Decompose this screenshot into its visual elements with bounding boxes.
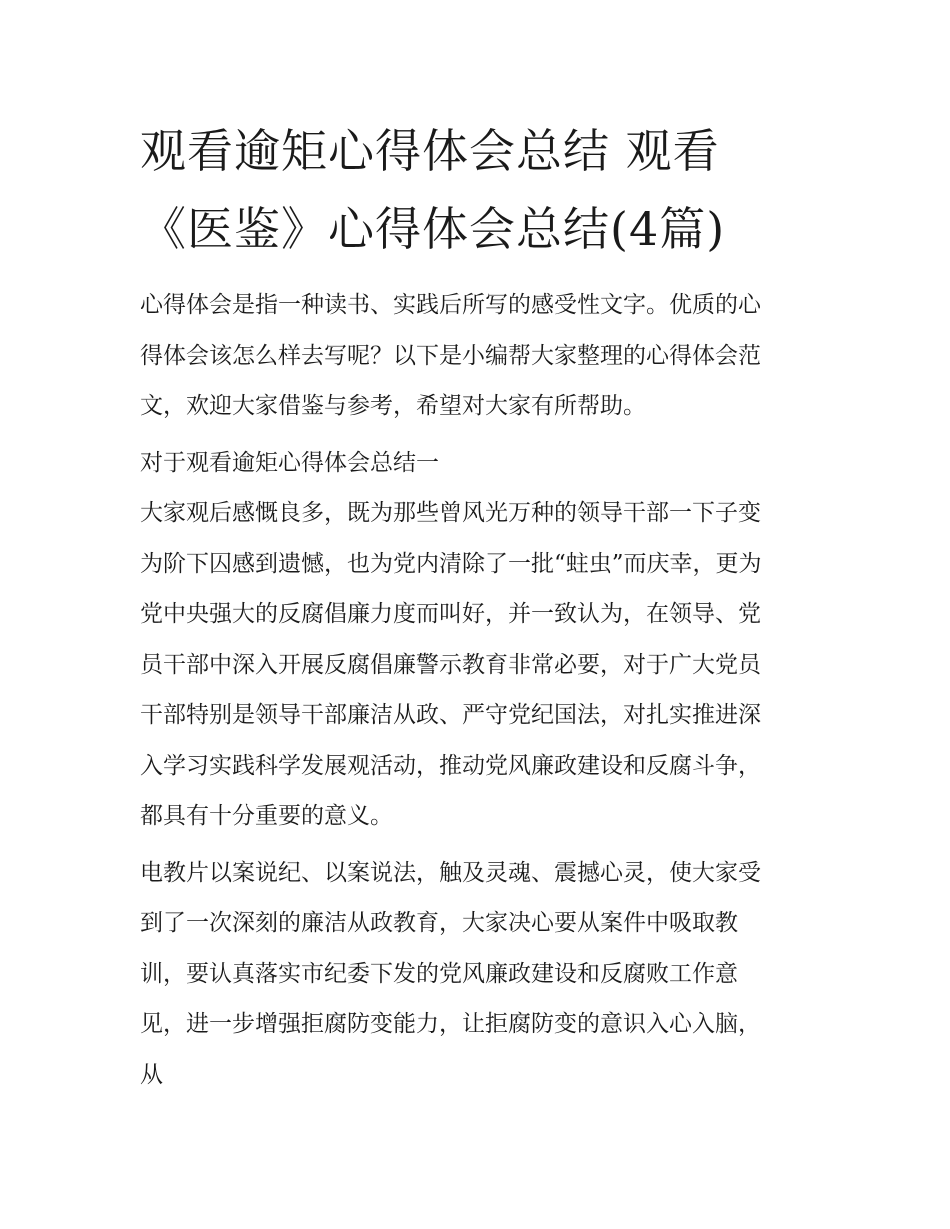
text-line: 心得体会是指一种读书、实践后所写的感受性文字。优质的心 [140, 292, 761, 318]
body-paragraph-2 [140, 848, 820, 1101]
text-line: 大家观后感慨良多，既为那些曾风光万种的领导干部一下子变 [140, 500, 761, 526]
text-line: 见，进一步增强拒腐防变能力，让拒腐防变的意识入心入脑， [140, 1011, 761, 1037]
text-line: 文，欢迎大家借鉴与参考，希望对大家有所帮助。 [140, 393, 646, 419]
intro-paragraph [140, 280, 820, 432]
text-line: 从 [140, 1061, 163, 1088]
text-line: 都具有十分重要的意义。 [140, 803, 393, 829]
title-line: 观看逾矩心得体会总结 观看 [140, 124, 720, 178]
text-line: 到了一次深刻的廉洁从政教育，大家决心要从案件中吸取教 [140, 910, 738, 936]
text-line: 员干部中深入开展反腐倡廉警示教育非常必要，对于广大党员 [140, 651, 761, 678]
text-line: 为阶下囚感到遗憾，也为党内清除了一批“蛀虫”而庆幸，更为 [140, 550, 762, 577]
document-body [140, 280, 820, 1106]
section-heading: 对于观看逾矩心得体会总结一 [140, 449, 439, 476]
body-paragraph-1 [140, 488, 820, 842]
title-line: 《医鉴》心得体会总结(4篇) [140, 202, 726, 256]
text-line: 党中央强大的反腐倡廉力度而叫好，并一致认为，在领导、党 [140, 601, 761, 627]
text-line: 训，要认真落实市纪委下发的党风廉政建设和反腐败工作意 [140, 960, 738, 987]
document-title [140, 112, 820, 268]
text-line: 电教片以案说纪、以案说法，触及灵魂、震撼心灵，使大家受 [140, 859, 761, 886]
text-line: 干部特别是领导干部廉洁从政、严守党纪国法，对扎实推进深 [140, 702, 761, 728]
text-line: 得体会该怎么样去写呢？以下是小编帮大家整理的心得体会范 [140, 342, 761, 369]
text-line: 入学习实践科学发展观活动，推动党风廉政建设和反腐斗争， [140, 752, 761, 779]
